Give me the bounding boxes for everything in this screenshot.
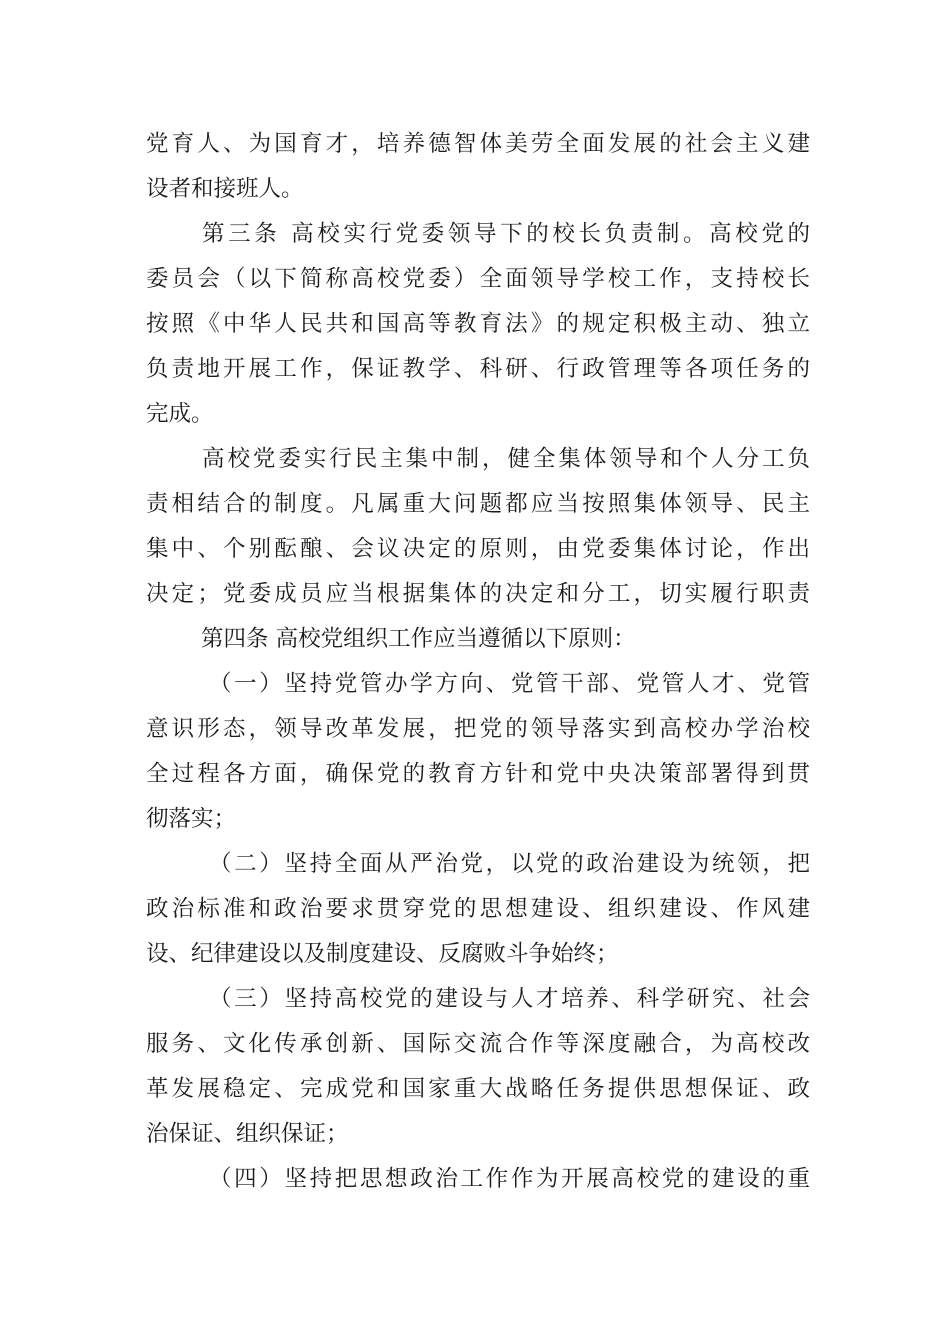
document-body — [146, 122, 810, 1202]
text-line: 决定；党委成员应当根据集体的决定和分工，切实履行职责 — [146, 581, 810, 607]
text-line: 革发展稳定、完成党和国家重大战略任务提供思想保证、政 — [146, 1076, 810, 1102]
text-line: 责相结合的制度。凡属重大问题都应当按照集体领导、民主 — [146, 491, 810, 517]
text-line: 彻落实； — [146, 806, 237, 832]
text-line: 政治标准和政治要求贯穿党的思想建设、组织建设、作风建 — [146, 896, 810, 922]
text-line: 集中、个别酝酿、会议决定的原则，由党委集体讨论，作出 — [146, 536, 810, 562]
text-line: 服务、文化传承创新、国际交流合作等深度融合，为高校改 — [146, 1031, 810, 1057]
list-item-first-line: （一）坚持党管办学方向、党管干部、党管人才、党管 — [209, 671, 810, 697]
text-line: 治保证、组织保证； — [146, 1121, 349, 1147]
text-line: 设、纪律建设以及制度建设、反腐败斗争始终； — [146, 941, 619, 967]
text-line: 完成。 — [146, 401, 214, 427]
text-line: 设者和接班人。 — [146, 176, 304, 202]
text-line: 委员会（以下简称高校党委）全面领导学校工作，支持校长 — [146, 266, 810, 292]
article-heading-line: 第四条 高校党组织工作应当遵循以下原则： — [201, 626, 636, 652]
paragraph-first-line: 高校党委实行民主集中制，健全集体领导和个人分工负 — [202, 446, 810, 472]
text-line: 全过程各方面，确保党的教育方针和党中央决策部署得到贯 — [146, 761, 810, 787]
text-line: 党育人、为国育才，培养德智体美劳全面发展的社会主义建 — [146, 131, 810, 157]
text-line: 意识形态，领导改革发展，把党的领导落实到高校办学治校 — [146, 716, 810, 742]
list-item-first-line: （二）坚持全面从严治党，以党的政治建设为统领，把 — [209, 851, 810, 877]
text-line: 负责地开展工作，保证教学、科研、行政管理等各项任务的 — [146, 356, 810, 382]
list-item-first-line: （四）坚持把思想政治工作作为开展高校党的建设的重 — [209, 1166, 810, 1192]
list-item-first-line: （三）坚持高校党的建设与人才培养、科学研究、社会 — [209, 986, 810, 1012]
article-heading-line: 第三条 高校实行党委领导下的校长负责制。高校党的 — [202, 221, 810, 247]
text-line: 按照《中华人民共和国高等教育法》的规定积极主动、独立 — [146, 311, 810, 337]
